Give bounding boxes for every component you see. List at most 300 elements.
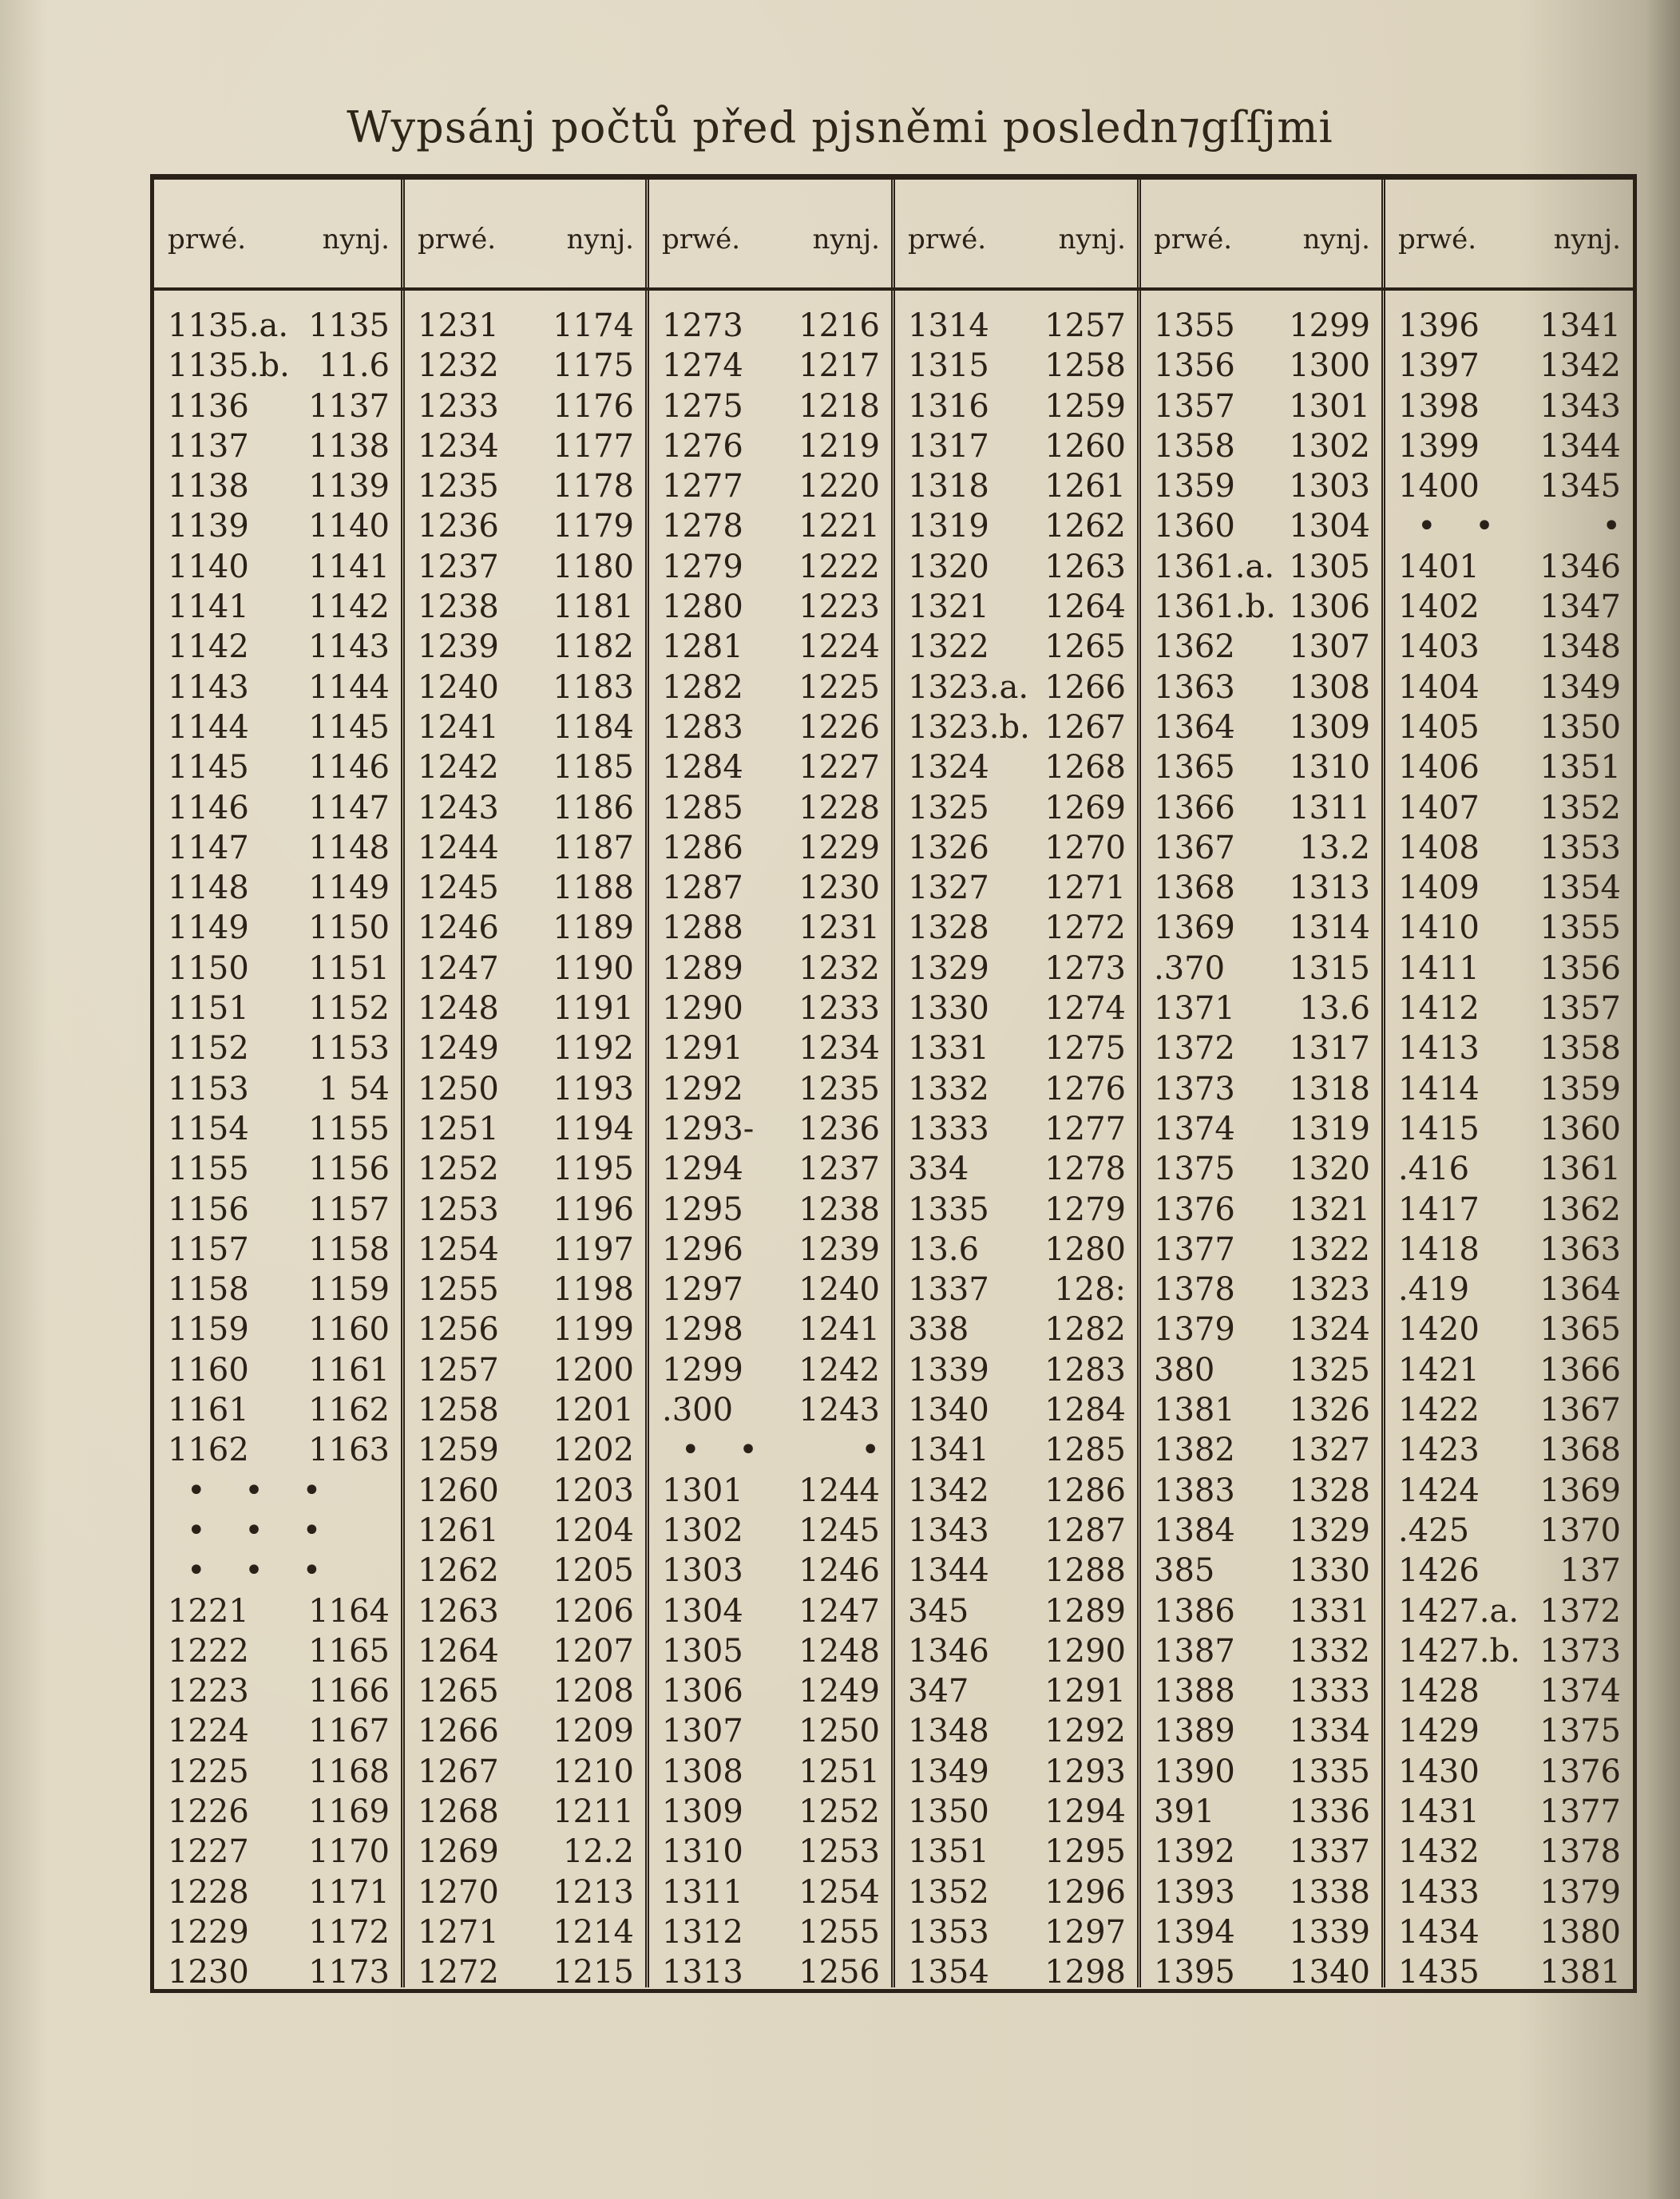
new-number: 1209 <box>553 1713 634 1750</box>
old-number: 1156 <box>168 1191 249 1228</box>
old-number: 1404 <box>1398 668 1480 706</box>
table-row <box>1385 868 1632 908</box>
new-number: 1278 <box>1044 1151 1126 1188</box>
table-row <box>155 1952 401 1992</box>
table-row <box>895 788 1137 828</box>
new-number: 1192 <box>553 1030 634 1068</box>
table-row <box>405 989 645 1028</box>
new-number: 1219 <box>798 427 880 465</box>
table-row <box>1385 1792 1632 1832</box>
new-number: 1177 <box>553 427 634 465</box>
table-row <box>1385 788 1632 828</box>
old-number: 1434 <box>1398 1913 1480 1951</box>
new-number: 1225 <box>798 668 880 706</box>
new-number: 1367 <box>1539 1392 1621 1429</box>
table-row <box>1141 949 1381 989</box>
old-number: 1242 <box>418 749 499 786</box>
old-number: 1280 <box>662 588 743 626</box>
old-number: 1366 <box>1154 789 1235 826</box>
new-number: 1321 <box>1289 1191 1370 1228</box>
old-number: .425 <box>1398 1512 1470 1549</box>
table-row <box>155 587 401 627</box>
old-number: 1428 <box>1398 1673 1480 1710</box>
old-number: 1143 <box>168 668 249 706</box>
new-number: 1297 <box>1044 1913 1126 1951</box>
table-row <box>1385 1471 1632 1511</box>
old-number: 1312 <box>662 1913 743 1951</box>
new-number: 1377 <box>1539 1793 1621 1830</box>
new-number: 1190 <box>553 949 634 987</box>
new-number: 1374 <box>1539 1673 1621 1710</box>
new-number: 1336 <box>1289 1793 1370 1830</box>
table-row <box>895 1471 1137 1511</box>
new-number: 1242 <box>798 1351 880 1389</box>
table-row <box>155 346 401 386</box>
table-row <box>155 1190 401 1230</box>
new-number: 1221 <box>798 508 880 545</box>
new-number: 1344 <box>1539 427 1621 465</box>
new-number: 1267 <box>1044 708 1126 746</box>
old-number: 1409 <box>1398 870 1480 907</box>
old-number: 1421 <box>1398 1351 1480 1389</box>
new-number: 1296 <box>1044 1873 1126 1911</box>
table-row <box>1385 1551 1632 1591</box>
old-number: 1417 <box>1398 1191 1480 1228</box>
table-row <box>1141 747 1381 787</box>
new-number: 1231 <box>798 909 880 947</box>
old-number: 1290 <box>662 990 743 1028</box>
new-number: 1155 <box>308 1110 390 1147</box>
table-row <box>895 668 1137 707</box>
new-number: 1206 <box>553 1592 634 1630</box>
old-number: 1276 <box>662 427 743 465</box>
new-number: 1326 <box>1289 1392 1370 1429</box>
table-row <box>155 426 401 466</box>
new-number: 1366 <box>1539 1351 1621 1389</box>
new-number: 1188 <box>553 870 634 907</box>
old-number: 1420 <box>1398 1311 1480 1349</box>
old-number: 1415 <box>1398 1110 1480 1147</box>
old-number: 1238 <box>418 588 499 626</box>
new-number: 1172 <box>308 1913 390 1951</box>
old-number: 1303 <box>662 1552 743 1590</box>
new-number: 1168 <box>308 1753 390 1790</box>
table-row <box>405 627 645 667</box>
new-number: 1363 <box>1539 1230 1621 1268</box>
new-number: 1351 <box>1539 749 1621 786</box>
table-row <box>405 1792 645 1832</box>
new-number: 1229 <box>798 829 880 866</box>
table-row <box>155 868 401 908</box>
old-number: 1265 <box>418 1673 499 1710</box>
old-number: 1427.b. <box>1398 1632 1520 1670</box>
old-number: 1432 <box>1398 1833 1480 1871</box>
new-number: 1208 <box>553 1673 634 1710</box>
old-number: 1246 <box>418 909 499 947</box>
new-number: 1329 <box>1289 1512 1370 1549</box>
old-number: 1326 <box>908 829 989 866</box>
new-number: 1324 <box>1289 1311 1370 1349</box>
table-row <box>155 828 401 868</box>
table-row <box>405 1149 645 1189</box>
table-row <box>405 908 645 948</box>
new-number: 13.2 <box>1298 829 1370 866</box>
old-number: 1151 <box>168 990 249 1028</box>
table-row <box>405 547 645 587</box>
new-number: 1138 <box>308 427 390 465</box>
new-number: 1354 <box>1539 870 1621 907</box>
table-row <box>895 587 1137 627</box>
old-number: 1266 <box>418 1713 499 1750</box>
new-number: 1333 <box>1289 1673 1370 1710</box>
new-number: 1183 <box>553 668 634 706</box>
new-number: 1284 <box>1044 1392 1126 1429</box>
new-number: 1311 <box>1289 789 1370 826</box>
old-number: 1335 <box>908 1191 989 1228</box>
new-number: 1232 <box>798 949 880 987</box>
column-header <box>649 224 891 271</box>
table-row <box>155 788 401 828</box>
new-number: 1250 <box>798 1713 880 1750</box>
table-row <box>649 747 891 787</box>
table-row <box>1141 1752 1381 1792</box>
old-number: 1422 <box>1398 1392 1480 1429</box>
table-row <box>405 466 645 506</box>
new-number: 1252 <box>798 1793 880 1830</box>
table-row <box>155 989 401 1028</box>
old-number: 1136 <box>168 387 249 425</box>
table-row <box>1141 386 1381 426</box>
old-number: 1433 <box>1398 1873 1480 1911</box>
new-number: 1264 <box>1044 588 1126 626</box>
table-row <box>649 1711 891 1751</box>
new-number: 1272 <box>1044 909 1126 947</box>
new-number: 1156 <box>308 1151 390 1188</box>
table-row <box>155 1069 401 1109</box>
table-row <box>649 466 891 506</box>
table-row <box>649 668 891 707</box>
new-number: 1279 <box>1044 1191 1126 1228</box>
new-number: 1335 <box>1289 1753 1370 1790</box>
new-number: 1197 <box>553 1230 634 1268</box>
table-row <box>649 1471 891 1511</box>
table-row <box>895 1832 1137 1872</box>
old-number: 1230 <box>168 1954 249 1991</box>
old-number: 1353 <box>908 1913 989 1951</box>
table-row <box>1141 788 1381 828</box>
new-number: 1368 <box>1539 1432 1621 1469</box>
new-number: 1216 <box>798 307 880 344</box>
header-before: prwé. <box>1398 224 1477 256</box>
old-number: 1139 <box>168 508 249 545</box>
new-number: 1301 <box>1289 387 1370 425</box>
old-number: 1405 <box>1398 708 1480 746</box>
old-number: 1397 <box>1398 347 1480 385</box>
table-row <box>895 1752 1137 1792</box>
old-number: 1298 <box>662 1311 743 1349</box>
new-number: 1339 <box>1289 1913 1370 1951</box>
table-row <box>155 1671 401 1711</box>
new-number: 1362 <box>1539 1191 1621 1228</box>
new-number: 1308 <box>1289 668 1370 706</box>
old-number: 1296 <box>662 1230 743 1268</box>
table-row <box>405 1028 645 1068</box>
old-number: 1236 <box>418 508 499 545</box>
old-number: 1269 <box>418 1833 499 1871</box>
old-number: 1377 <box>1154 1230 1235 1268</box>
new-number: 1153 <box>308 1030 390 1068</box>
old-number: 1271 <box>418 1913 499 1951</box>
table-row <box>405 668 645 707</box>
new-number: 1214 <box>553 1913 634 1951</box>
new-number: 1338 <box>1289 1873 1370 1911</box>
new-number: 1300 <box>1289 347 1370 385</box>
new-number: 1162 <box>308 1392 390 1429</box>
table-row <box>1385 506 1632 546</box>
new-number: 1381 <box>1539 1954 1621 1991</box>
table-row <box>1141 1792 1381 1832</box>
table-row <box>895 1912 1137 1952</box>
new-number: 1262 <box>1044 508 1126 545</box>
old-number: 1426 <box>1398 1552 1480 1590</box>
table-row <box>1385 1149 1632 1189</box>
old-number: 1351 <box>908 1833 989 1871</box>
old-number: 1224 <box>168 1713 249 1750</box>
table-row <box>1141 707 1381 747</box>
new-number: 1181 <box>553 588 634 626</box>
table-row <box>649 1631 891 1671</box>
new-number: 1224 <box>798 628 880 666</box>
table-row <box>155 1752 401 1792</box>
new-number: 1140 <box>308 508 390 545</box>
table-row <box>895 466 1137 506</box>
new-number: 1161 <box>308 1351 390 1389</box>
header-before: prwé. <box>662 224 741 256</box>
old-number: 1424 <box>1398 1472 1480 1509</box>
old-number: 1392 <box>1154 1833 1235 1871</box>
table-row <box>1141 668 1381 707</box>
new-number: 1309 <box>1289 708 1370 746</box>
new-number: 1159 <box>308 1271 390 1309</box>
new-number: 1295 <box>1044 1833 1126 1871</box>
table-row <box>1141 1028 1381 1068</box>
new-number: 1346 <box>1539 548 1621 585</box>
table-row <box>1141 1591 1381 1631</box>
new-number: 1379 <box>1539 1873 1621 1911</box>
new-number: 1306 <box>1289 588 1370 626</box>
table-row <box>895 1309 1137 1349</box>
table-row <box>1385 306 1632 346</box>
old-number: 1314 <box>908 307 989 344</box>
table-row <box>1141 1832 1381 1872</box>
old-number: 1259 <box>418 1432 499 1469</box>
new-number: 1243 <box>798 1392 880 1429</box>
table-row <box>649 1350 891 1390</box>
new-number: 1189 <box>553 909 634 947</box>
table-row <box>895 747 1137 787</box>
new-number: 1249 <box>798 1673 880 1710</box>
old-number: 338 <box>908 1311 969 1349</box>
old-number: 1235 <box>418 468 499 505</box>
table-row <box>649 828 891 868</box>
table-row <box>1141 989 1381 1028</box>
old-number: 1329 <box>908 949 989 987</box>
table-row <box>1385 587 1632 627</box>
new-number: 1207 <box>553 1632 634 1670</box>
old-number: 1315 <box>908 347 989 385</box>
table-row <box>155 1591 401 1631</box>
new-number: 1355 <box>1539 909 1621 947</box>
old-number: 1268 <box>418 1793 499 1830</box>
table-row <box>1141 1912 1381 1952</box>
new-number: 1222 <box>798 548 880 585</box>
table-row <box>155 908 401 948</box>
table-row <box>1141 1190 1381 1230</box>
new-number: 1265 <box>1044 628 1126 666</box>
old-number: 1342 <box>908 1472 989 1509</box>
new-number: 1310 <box>1289 749 1370 786</box>
table-row <box>405 1350 645 1390</box>
new-number: 1170 <box>308 1833 390 1871</box>
table-row <box>1385 1872 1632 1912</box>
old-number: 1339 <box>908 1351 989 1389</box>
table-row <box>1385 1511 1632 1551</box>
old-number: .300 <box>662 1392 734 1429</box>
new-number: 128: <box>1054 1271 1126 1309</box>
old-number: 1325 <box>908 789 989 826</box>
old-number: 1261 <box>418 1512 499 1549</box>
new-number: 1203 <box>553 1472 634 1509</box>
new-number: 1345 <box>1539 468 1621 505</box>
old-number: 1383 <box>1154 1472 1235 1509</box>
table-row <box>405 1190 645 1230</box>
table-row <box>1385 627 1632 667</box>
new-number: 1288 <box>1044 1552 1126 1590</box>
old-number: 1349 <box>908 1753 989 1790</box>
old-number: 1264 <box>418 1632 499 1670</box>
table-row <box>405 1671 645 1711</box>
table-row <box>405 1591 645 1631</box>
old-number: 1403 <box>1398 628 1480 666</box>
table-row <box>895 989 1137 1028</box>
new-number: 1152 <box>308 990 390 1028</box>
new-number: 1149 <box>308 870 390 907</box>
table-row <box>895 1872 1137 1912</box>
new-number: 1261 <box>1044 468 1126 505</box>
table-row <box>1141 1309 1381 1349</box>
new-number: 1174 <box>553 307 634 344</box>
table-row <box>1141 868 1381 908</box>
old-number: 1291 <box>662 1030 743 1068</box>
table-row <box>649 1270 891 1309</box>
old-number: 1388 <box>1154 1673 1235 1710</box>
old-number: 1294 <box>662 1151 743 1188</box>
table-row <box>649 1671 891 1711</box>
new-number: 1257 <box>1044 307 1126 344</box>
old-number: 1292 <box>662 1070 743 1107</box>
new-number: 1318 <box>1289 1070 1370 1107</box>
table-row <box>405 1511 645 1551</box>
old-number: 1234 <box>418 427 499 465</box>
new-number: 1211 <box>553 1793 634 1830</box>
table-row <box>155 1230 401 1270</box>
table-row <box>649 949 891 989</box>
table-row <box>405 1952 645 1992</box>
new-number: 1143 <box>308 628 390 666</box>
table-row <box>405 788 645 828</box>
new-number: 1256 <box>798 1954 880 1991</box>
table-row <box>405 828 645 868</box>
new-number: 1302 <box>1289 427 1370 465</box>
table-row <box>1141 1631 1381 1671</box>
old-number: 1407 <box>1398 789 1480 826</box>
new-number: 1325 <box>1289 1351 1370 1389</box>
old-number: 1331 <box>908 1030 989 1068</box>
old-number: 1430 <box>1398 1753 1480 1790</box>
new-number: 1228 <box>798 789 880 826</box>
table-row <box>1385 1270 1632 1309</box>
new-number: 1340 <box>1289 1954 1370 1991</box>
header-before: prwé. <box>1154 224 1233 256</box>
old-number: 1275 <box>662 387 743 425</box>
table-row <box>1385 1430 1632 1470</box>
table-row <box>405 949 645 989</box>
new-number: 1245 <box>798 1512 880 1549</box>
new-number: 1251 <box>798 1753 880 1790</box>
new-number: 1201 <box>553 1392 634 1429</box>
table-row <box>1141 828 1381 868</box>
old-number: 1281 <box>662 628 743 666</box>
table-row <box>649 1390 891 1430</box>
table-row <box>155 386 401 426</box>
table-row <box>1385 1069 1632 1109</box>
new-number: 12.2 <box>562 1833 634 1871</box>
old-number: 385 <box>1154 1552 1215 1590</box>
table-row <box>405 1711 645 1751</box>
table-row <box>1385 1028 1632 1068</box>
new-number: 1350 <box>1539 708 1621 746</box>
new-number: 1327 <box>1289 1432 1370 1469</box>
old-number: 1379 <box>1154 1311 1235 1349</box>
old-number: 1258 <box>418 1392 499 1429</box>
new-number: 1370 <box>1539 1512 1621 1549</box>
new-number: 1365 <box>1539 1311 1621 1349</box>
table-row <box>155 547 401 587</box>
table-row <box>1141 1872 1381 1912</box>
old-number: 1402 <box>1398 588 1480 626</box>
new-number: 1186 <box>553 789 634 826</box>
new-number: 1274 <box>1044 990 1126 1028</box>
new-number: 1268 <box>1044 749 1126 786</box>
old-number: 1328 <box>908 909 989 947</box>
table-row <box>155 747 401 787</box>
old-number: 1237 <box>418 548 499 585</box>
table-row <box>649 1309 891 1349</box>
table-row <box>1141 1711 1381 1751</box>
new-number: 1285 <box>1044 1432 1126 1469</box>
table-row <box>1141 627 1381 667</box>
page-title: Wypsánj počtů před pjsněmi posledn⁊gſſjmi <box>347 102 1333 153</box>
table-row <box>1385 1752 1632 1792</box>
new-number: 1239 <box>798 1230 880 1268</box>
table-row <box>155 1028 401 1068</box>
new-number: 1202 <box>553 1432 634 1469</box>
new-number: 11.6 <box>318 347 390 385</box>
table-row <box>1385 547 1632 587</box>
old-number: • • • <box>187 1512 336 1549</box>
table-column-pair <box>401 180 645 1991</box>
table-row <box>155 1511 401 1551</box>
